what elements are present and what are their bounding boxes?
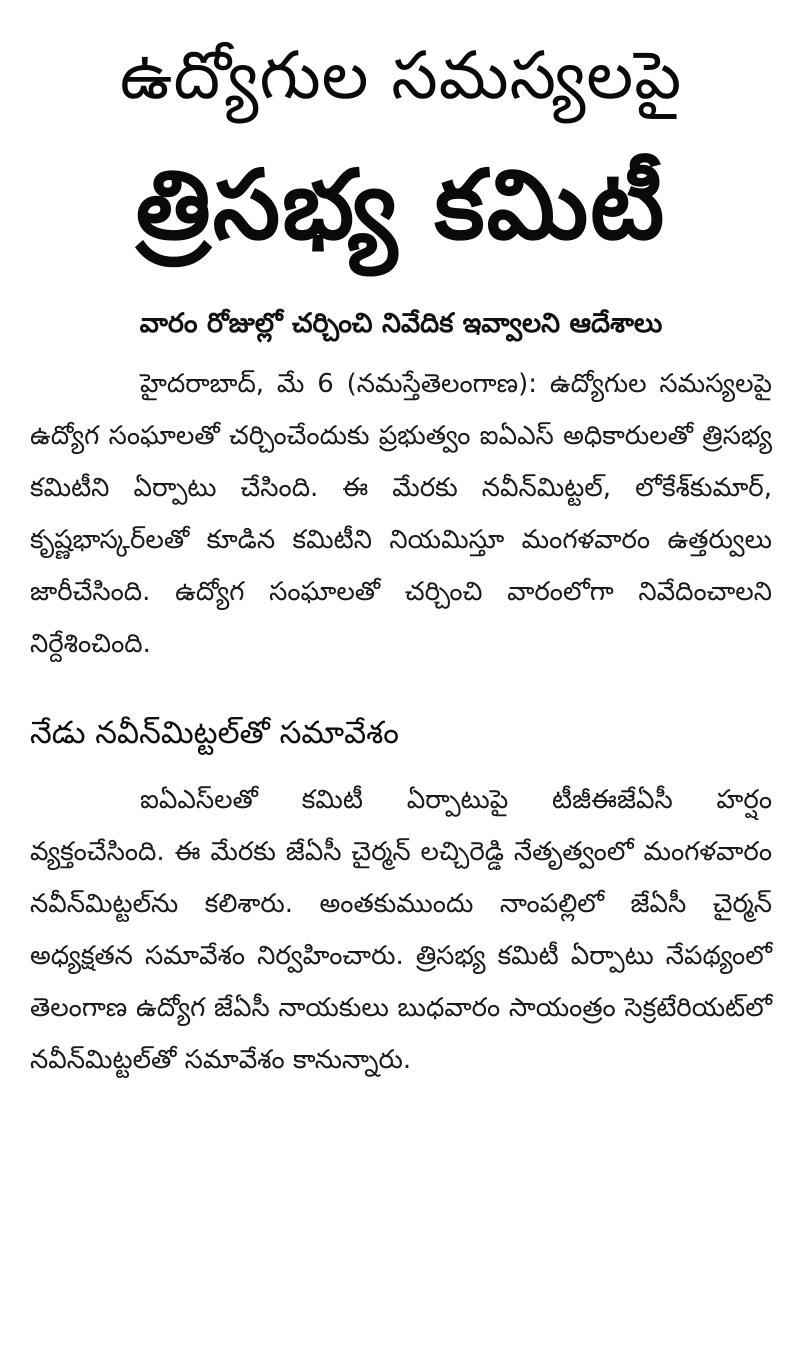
- subheadline: వారం రోజుల్లో చర్చించి నివేదిక ఇవ్వాలని ఆదేశాలు: [139, 308, 663, 339]
- headline: [30, 0, 772, 280]
- article-paragraph-2: ఐఏఎస్‌లతో కమిటీ ఏర్పాటుపై టీజీఈజేఏసీ హర్షం వ్యక్తంచేసింది. ఈ మేరకు జేఏసీ చైర్మన్ లచ్చిరెడ్డి నేతృత్వంలో మంగళవారం నవీన్‌మిట్టల్‌ను కలిశారు. అంతకుముందు నాంపల్లిలో జేఏసీ చైర్మన్ అధ్యక్షతన సమావేశం నిర్వహించారు. త్రిసభ్య కమిటీ ఏర్పాటు నేపథ్యంలో తెలంగాణ ఉద్యోగ జేఏసీ నాయకులు బుధవారం సాయంత్రం సెక్రటేరియట్‌లో నవీన్‌మిట్టల్‌తో సమావేశం కానున్నారు.: [30, 785, 772, 1075]
- headline-line-1: ఉద్యోగుల సమస్యలపై: [119, 37, 683, 114]
- section-heading: నేడు నవీన్‌మిట్టల్‌తో సమావేశం: [30, 715, 399, 751]
- article-paragraph-1: హైదరాబాద్, మే 6 (నమస్తేతెలంగాణ): ఉద్యోగుల సమస్యలపై ఉద్యోగ సంఘాలతో చర్చించేందుకు ప్రభుత్వం ఐఏఎస్ అధికారులతో త్రిసభ్య కమిటీని ఏర్పాటు చేసింది. ఈ మేరకు నవీన్‌మిట్టల్, లోకేశ్‌కుమార్, కృష్ణభాస్కర్‌లతో కూడిన కమిటీని నియమిస్తూ మంగళవారం ఉత్తర్వులు జారీచేసింది. ఉద్యోగ సంఘాలతో చర్చించి వారంలోగా నివేదించాలని నిర్దేశించింది.: [30, 369, 772, 659]
- headline-line-2: త్రిసభ్య కమిటీ: [135, 149, 667, 261]
